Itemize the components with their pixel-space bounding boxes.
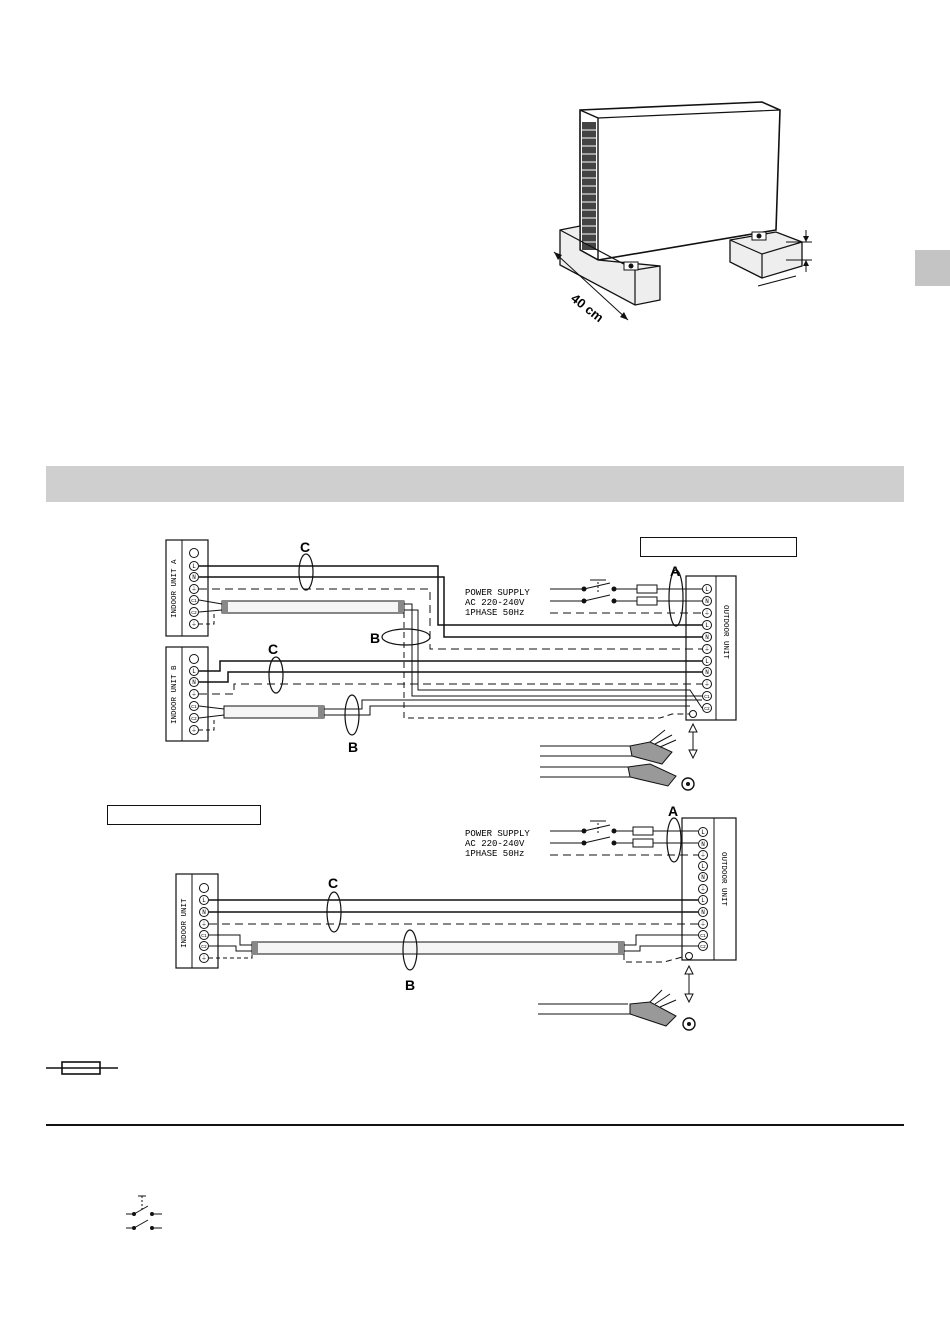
svg-text:1PHASE 50Hz: 1PHASE 50Hz <box>465 608 525 618</box>
svg-text:⏚: ⏚ <box>703 646 711 653</box>
outdoor-unit-single-label: OUTDOOR UNIT <box>719 852 727 907</box>
svg-text:B: B <box>348 739 359 755</box>
double-pole-switch-icon <box>122 1192 166 1236</box>
dimension-40cm-label: 40 cm <box>568 290 607 326</box>
svg-text:N: N <box>192 574 196 581</box>
svg-text:N: N <box>192 679 196 686</box>
svg-text:N: N <box>705 634 709 641</box>
svg-text:L: L <box>192 668 196 675</box>
svg-text:N: N <box>701 909 705 916</box>
svg-text:POWER SUPPLY: POWER SUPPLY <box>465 588 530 598</box>
svg-text:N: N <box>202 909 206 916</box>
svg-text:AC 220-240V: AC 220-240V <box>465 839 525 849</box>
svg-text:⏚: ⏚ <box>200 921 208 928</box>
svg-text:C1: C1 <box>201 934 207 939</box>
svg-text:⏚: ⏚ <box>703 681 711 688</box>
svg-text:POWER SUPPLY: POWER SUPPLY <box>465 829 530 839</box>
svg-text:C1: C1 <box>700 934 706 939</box>
svg-text:A: A <box>668 803 679 819</box>
svg-text:A: A <box>670 563 681 579</box>
svg-text:⏚: ⏚ <box>190 621 198 628</box>
svg-text:⏚: ⏚ <box>200 955 208 962</box>
svg-text:N: N <box>705 669 709 676</box>
svg-text:⏚: ⏚ <box>699 921 707 928</box>
svg-text:L: L <box>192 563 196 570</box>
cable-detail-single <box>538 990 695 1030</box>
svg-text:N: N <box>701 841 705 848</box>
svg-text:L: L <box>701 863 705 870</box>
svg-text:C1: C1 <box>704 695 710 700</box>
svg-text:C2: C2 <box>704 707 710 712</box>
svg-text:L: L <box>705 586 709 593</box>
svg-text:C1: C1 <box>191 705 197 710</box>
svg-text:L: L <box>701 829 705 836</box>
svg-text:C: C <box>300 539 311 555</box>
svg-text:⏚: ⏚ <box>190 586 198 593</box>
svg-text:C: C <box>328 875 339 891</box>
svg-text:B: B <box>405 977 416 993</box>
svg-text:C2: C2 <box>191 611 197 616</box>
svg-text:C2: C2 <box>191 717 197 722</box>
svg-text:AC 220-240V: AC 220-240V <box>465 598 525 608</box>
svg-text:L: L <box>705 658 709 665</box>
fuse-symbol-icon <box>44 1056 124 1080</box>
svg-text:L: L <box>701 897 705 904</box>
svg-text:⏚: ⏚ <box>699 886 707 893</box>
svg-text:⏚: ⏚ <box>190 727 198 734</box>
indoor-unit-a-label: INDOOR UNIT A <box>171 559 179 618</box>
svg-text:⏚: ⏚ <box>699 852 707 859</box>
svg-text:C1: C1 <box>191 599 197 604</box>
svg-text:⏚: ⏚ <box>703 610 711 617</box>
svg-text:C: C <box>268 641 279 657</box>
svg-text:L: L <box>705 622 709 629</box>
outdoor-single-terminals <box>699 828 708 951</box>
outdoor-unit-multi-label: OUTDOOR UNIT <box>721 605 729 660</box>
svg-text:L: L <box>202 897 206 904</box>
svg-text:N: N <box>701 874 705 881</box>
svg-text:1PHASE 50Hz: 1PHASE 50Hz <box>465 849 525 859</box>
svg-text:C2: C2 <box>700 945 706 950</box>
svg-text:B: B <box>370 630 381 646</box>
indoor-unit-b-label: INDOOR UNIT B <box>171 665 179 724</box>
section-divider-rule <box>46 1124 904 1126</box>
svg-text:C2: C2 <box>201 945 207 950</box>
svg-text:N: N <box>705 598 709 605</box>
svg-text:⏚: ⏚ <box>190 691 198 698</box>
indoor-unit-single-label: INDOOR UNIT <box>181 898 189 948</box>
